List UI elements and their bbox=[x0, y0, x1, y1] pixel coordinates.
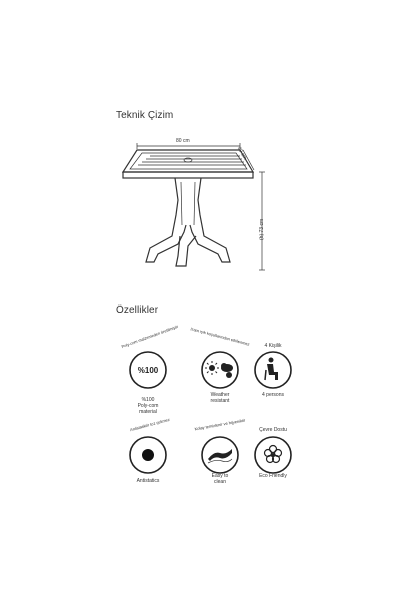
svg-text:%100: %100 bbox=[137, 366, 159, 375]
arc-text-material: Poly-com malzemeden üretilmiştir bbox=[120, 323, 179, 350]
depth-label: 80 cm bbox=[235, 146, 248, 161]
weather-icon bbox=[190, 340, 250, 400]
caption-weather: Weather resistant bbox=[210, 392, 230, 404]
arc-text-eco: Çevre Dostu bbox=[259, 427, 287, 433]
height-label: (h) 73 cm bbox=[259, 218, 265, 240]
arc-text-weather: Isıya ışık koşullarından etkilenmez bbox=[190, 326, 251, 347]
technical-title: Teknik Çizim bbox=[116, 110, 174, 121]
caption-material: %100 Poly-com material bbox=[137, 397, 159, 415]
badge-material bbox=[118, 340, 178, 400]
arc-text-persons: 4 Kişilik bbox=[264, 343, 282, 349]
width-label: 80 cm bbox=[176, 138, 190, 144]
arc-text-clean: Kolay temizlenir ve hijyeniktir bbox=[194, 417, 246, 432]
person-icon bbox=[243, 340, 303, 400]
caption-clean: Easy to clean bbox=[211, 473, 229, 485]
caption-antistatic: Antistatics bbox=[136, 478, 160, 484]
caption-eco: Eco Friendly bbox=[259, 473, 287, 479]
features-title: Özellikler bbox=[116, 305, 159, 316]
caption-persons: 4 persons bbox=[262, 392, 284, 398]
arc-text-antistatic: Antistatiktir toz çekmez bbox=[129, 416, 171, 433]
